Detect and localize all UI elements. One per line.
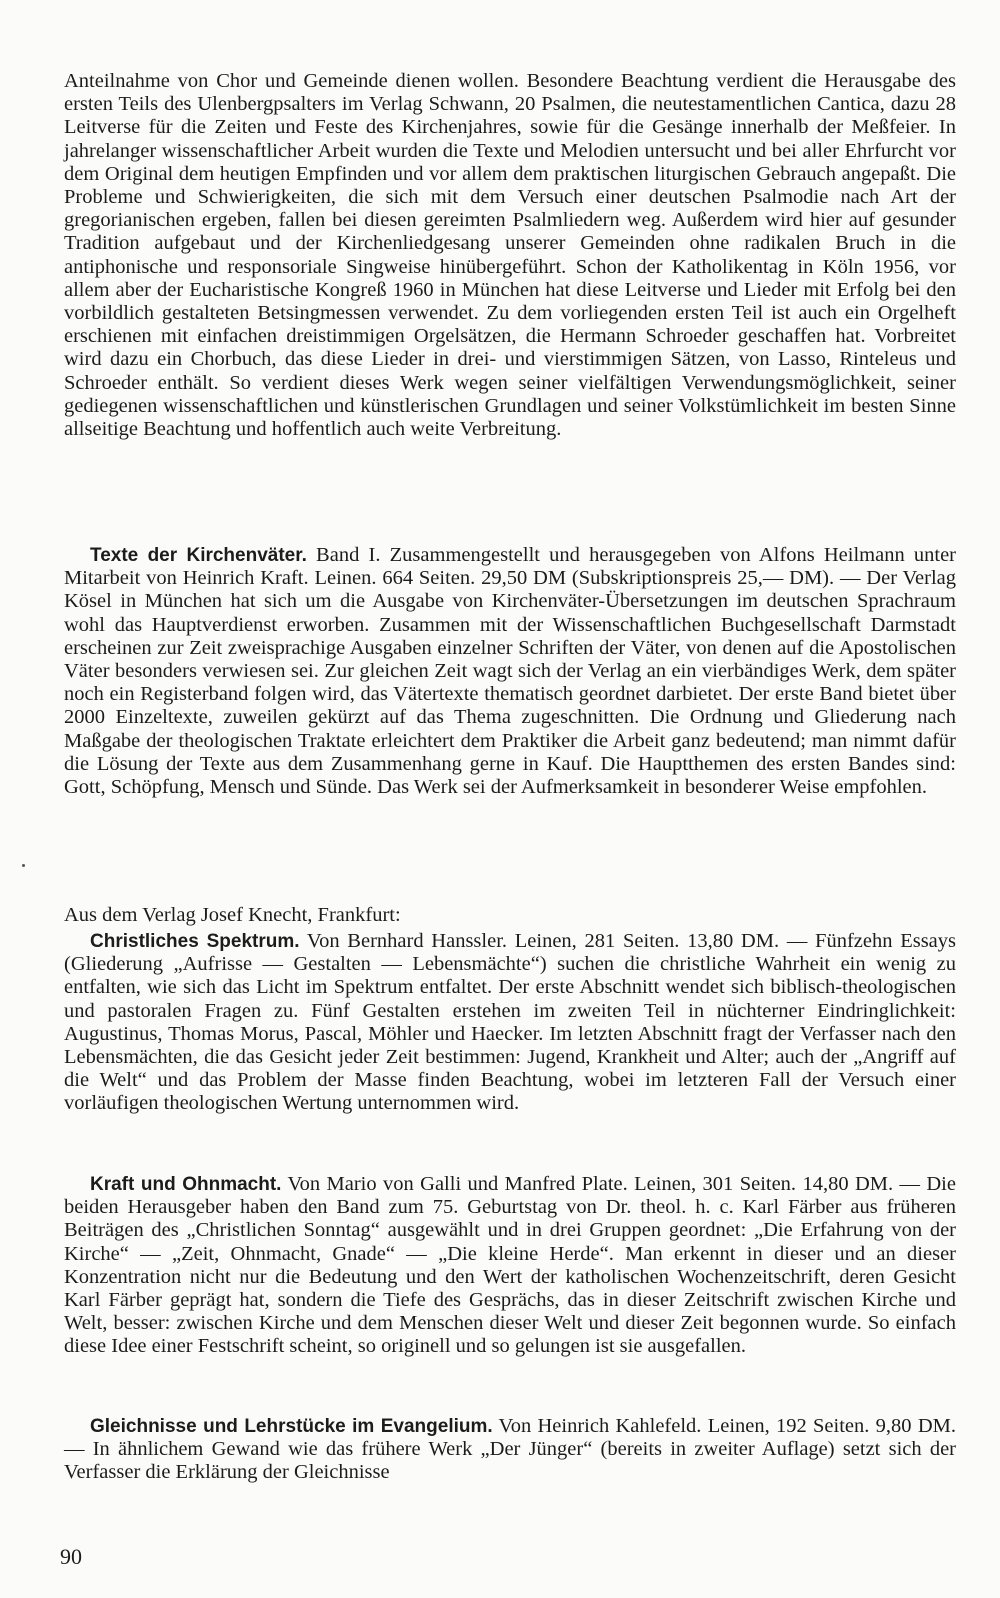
publisher-heading	[64, 904, 956, 927]
page-number: 90	[60, 1544, 82, 1569]
review-kraft	[64, 1173, 956, 1359]
review-gleichnisse-text: Von Heinrich Kahlefeld. Leinen, 192 Seiten. 9,80 DM. — In ähnlichem Gewand wie das frühere Werk „Der Jünger“ (bereits in zweiter Auflage) setzt sich der Verfasser die Erklärung der Gleichnisse	[64, 1415, 956, 1484]
review-gleichnisse	[64, 1415, 956, 1485]
intro-text: Anteilnahme von Chor und Gemeinde dienen wollen. Besondere Beachtung verdient die Herausgabe des ersten Teils des Ulenbergpsalters im Verlag Schwann, 20 Psalmen, die neutestamentlichen Cantica, dazu 28 Leitverse für die Zeiten und Feste des Kirchenjahres, sowie für die Gesänge innerhalb der Meßfeier. In jahrelanger wissenschaftlicher Arbeit wurden die Texte und Melodien untersucht und bei aller Ehrfurcht vor dem Original dem heutigen Empfinden und vor allem dem praktischen liturgischen Gebrauch angepaßt. Die Probleme und Schwierigkeiten, die sich mit dem Versuch einer deutschen Psalmodie nach Art der gregorianischen ergeben, fallen bei diesen gereimten Psalmliedern weg. Außerdem wird hier auf gesunder Tradition aufgebaut und der Kirchenliedgesang unserer Gemeinden ohne radikalen Bruch in die antiphonische und responsoriale Singweise hinübergeführt. Schon der Katholikentag in Köln 1956, vor allem aber der Eucharistische Kongreß 1960 in München hat diese Leitverse und Lieder mit Erfolg bei den vorbildlich gestalteten Betsingmessen verwendet. Zu dem vorliegenden ersten Teil ist auch ein Orgelheft erschienen mit einfachen dreistimmigen Orgelsätzen, die Hermann Schroeder geschaffen hat. Vorbreitet wird dazu ein Chorbuch, das diese Lieder in drei- und vierstimmigen Sätzen, von Lasso, Rinteleus und Schroeder enthält. So verdient dieses Werk wegen seiner vielfältigen Verwendungsmöglichkeit, seiner gediegenen wissenschaftlichen und künstlerischen Grundlagen und seiner Volkstümlichkeit im besten Sinne allseitige Beachtung und hoffentlich auch weite Verbreitung.	[64, 70, 956, 441]
review-gleichnisse-title: Gleichnisse und Lehrstücke im Evangelium.	[90, 1416, 493, 1437]
review-spektrum	[64, 930, 956, 1116]
review-kraft-title: Kraft und Ohnmacht.	[90, 1174, 282, 1195]
review-spektrum-text: Von Bernhard Hanssler. Leinen, 281 Seiten. 13,80 DM. — Fünfzehn Essays (Gliederung „Aufrisse — Gestalten — Lebensmächte“) suchen die christliche Wahrheit ein wenig zu entfalten, wie sich das Licht im Spektrum entfaltet. Der erste Abschnitt wendet sich biblisch-theologischen und pastoralen Fragen zu. Fünf Gestalten erstehen im zweiten Teil in nüchterner Eindringlichkeit: Augustinus, Thomas Morus, Pascal, Möhler und Haecker. Im letzten Abschnitt fragt der Verfasser nach den Lebensmächten, die das Gesicht jeder Zeit bestimmen: Jugend, Krankheit und Alter; auch der „Angriff auf die Welt“ und das Problem der Masse finden Beachtung, wobei im letzteren Fall der Versuch einer vorläufigen theologischen Wertung unternommen wird.	[64, 930, 956, 1115]
intro-paragraph	[64, 70, 956, 441]
review-kirchenvaeter	[64, 544, 956, 799]
review-kraft-text: Von Mario von Galli und Manfred Plate. Leinen, 301 Seiten. 14,80 DM. — Die beiden Herausgeber haben den Band zum 75. Geburtstag von Dr. theol. h. c. Karl Färber aus früheren Beiträgen des „Christlichen Sonntag“ ausgewählt und in drei Gruppen geordnet: „Die Erfahrung von der Kirche“ — „Zeit, Ohnmacht, Gnade“ — „Die kleine Herde“. Man erkennt in dieser und an dieser Konzentration nicht nur die Bedeutung und den Wert der katholischen Wochenzeitschrift, deren Gesicht Karl Färber geprägt hat, sondern die Tiefe des Gesprächs, das in dieser Zeitschrift zwischen Kirche und Welt, besser: zwischen Kirche und dem Menschen dieser Welt und dieser Zeit begonnen wurde. So einfach diese Idee einer Festschrift scheint, so originell und so gelungen ist sie ausgefallen.	[64, 1173, 956, 1358]
review-spektrum-title: Christliches Spektrum.	[90, 931, 300, 952]
review-kirchenvaeter-text: Band I. Zusammengestellt und herausgegeben von Alfons Heilmann unter Mitarbeit von Heinrich Kraft. Leinen. 664 Seiten. 29,50 DM (Subskriptionspreis 25,— DM). — Der Verlag Kösel in München hat sich um die Ausgabe von Kirchenväter-Übersetzungen im deutschen Sprachraum wohl das Hauptverdienst erworben. Zusammen mit der Wissenschaftlichen Buchgesellschaft Darmstadt erscheinen zur Zeit zweisprachige Ausgaben einzelner Schriften der Väter, von denen auf die Apostolischen Väter besonders verwiesen sei. Zur gleichen Zeit wagt sich der Verlag an ein vierbändiges Werk, dem später noch ein Registerband folgen wird, das Vätertexte thematisch geordnet darbietet. Der erste Band bietet über 2000 Einzeltexte, zuweilen gekürzt auf das Thema zugeschnitten. Die Ordnung und Gliederung nach Maßgabe der theologischen Traktate erleichtert dem Praktiker die Arbeit ganz bedeutend; man nimmt dafür die Lösung der Texte aus dem Zusammenhang gerne in Kauf. Die Hauptthemen des ersten Bandes sind: Gott, Schöpfung, Mensch und Sünde. Das Werk sei der Aufmerksamkeit in besonderer Weise empfohlen.	[64, 544, 957, 799]
margin-speck	[22, 864, 25, 867]
review-kirchenvaeter-title: Texte der Kirchenväter.	[90, 545, 307, 566]
publisher-heading-text: Aus dem Verlag Josef Knecht, Frankfurt:	[64, 904, 401, 926]
